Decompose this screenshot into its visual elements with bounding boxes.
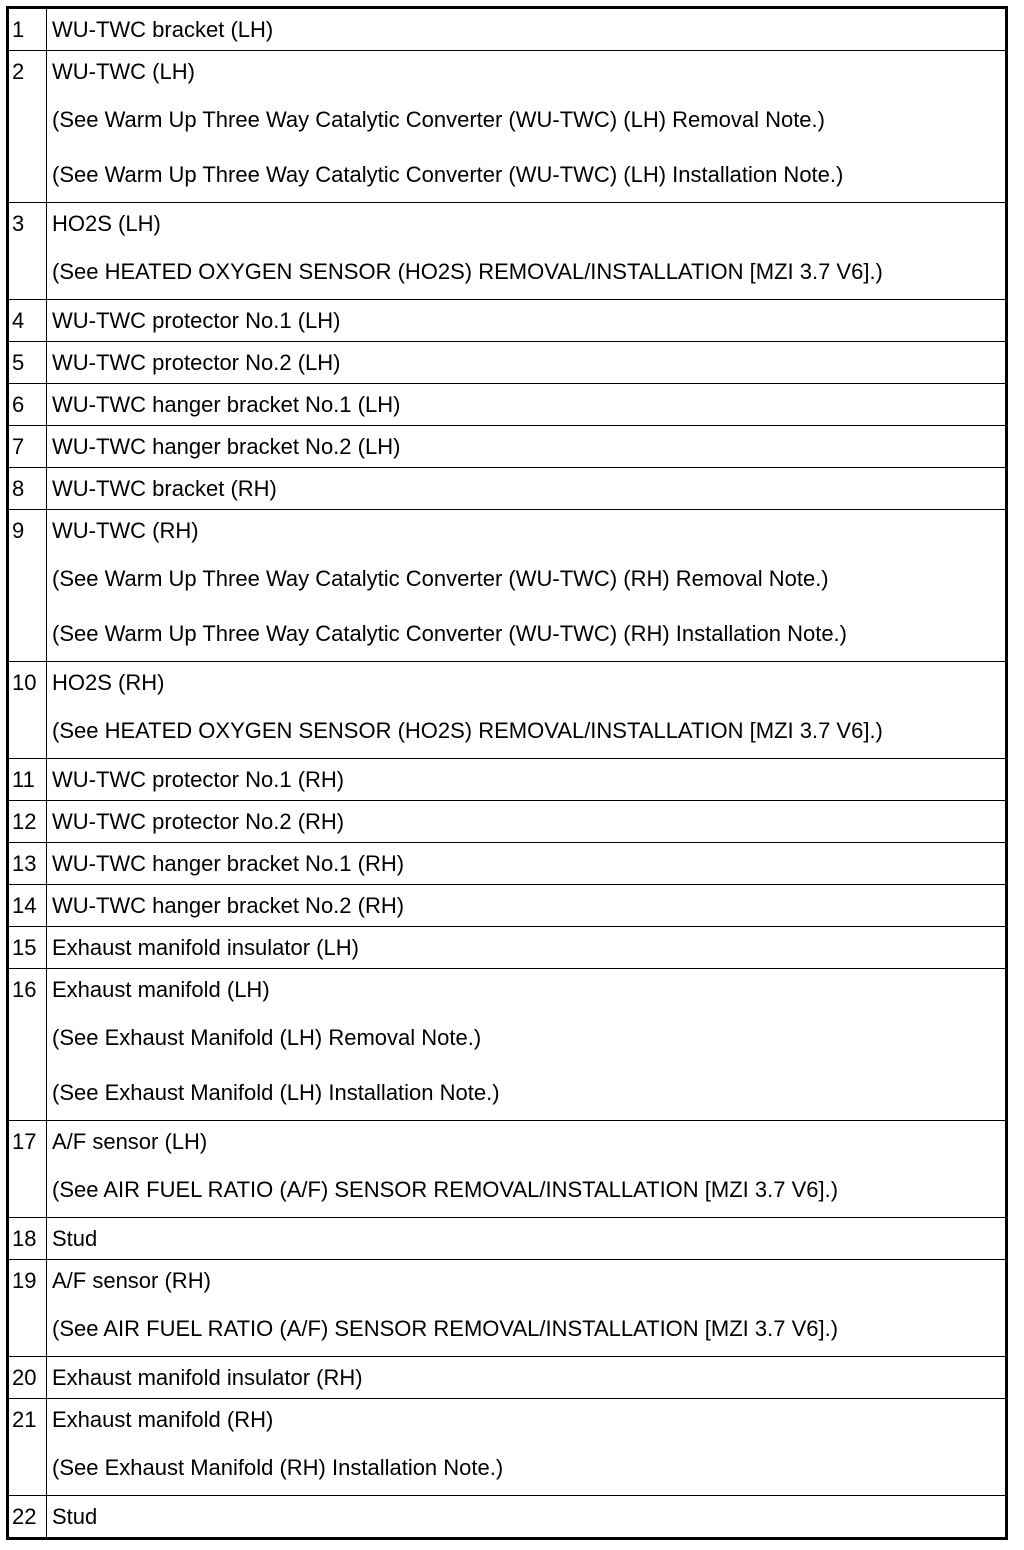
part-number: 11 [12,767,35,792]
table-row [8,1357,1007,1399]
part-number: 3 [12,211,25,236]
part-number-cell [8,662,47,759]
part-reference-note: (See HEATED OXYGEN SENSOR (HO2S) REMOVAL/INSTALLATION [MZI 3.7 V6].) [52,259,883,284]
part-number-cell [8,1496,47,1539]
part-name: WU-TWC hanger bracket No.1 (RH) [52,851,405,876]
part-number-cell [8,300,47,342]
part-number-cell [8,843,47,885]
part-name: WU-TWC protector No.1 (RH) [52,767,345,792]
part-number: 5 [12,350,25,375]
part-number: 18 [12,1226,37,1251]
part-number: 13 [12,851,37,876]
part-number: 12 [12,809,37,834]
part-description-cell [47,969,1007,1121]
part-number: 9 [12,518,25,543]
part-name: WU-TWC protector No.2 (RH) [52,809,345,834]
parts-table [6,6,1008,1540]
part-number-cell [8,927,47,969]
table-row [8,1121,1007,1218]
part-name: Exhaust manifold (RH) [52,1407,274,1432]
table-row [8,1218,1007,1260]
part-reference-note: (See Exhaust Manifold (LH) Removal Note.) [52,1025,482,1050]
part-name: A/F sensor (RH) [52,1268,211,1293]
table-row [8,885,1007,927]
part-description-cell [47,1121,1007,1218]
table-row [8,969,1007,1121]
part-description-cell [47,927,1007,969]
part-reference-note: (See Warm Up Three Way Catalytic Converter (WU-TWC) (LH) Removal Note.) [52,107,825,132]
part-description-cell [47,1496,1007,1539]
table-row [8,927,1007,969]
part-description-cell [47,1399,1007,1496]
part-description-cell [47,801,1007,843]
part-name: WU-TWC (RH) [52,518,199,543]
part-name: HO2S (LH) [52,211,161,236]
table-row [8,510,1007,662]
table-row [8,1496,1007,1539]
part-name: Stud [52,1226,98,1251]
table-row [8,342,1007,384]
part-name: Exhaust manifold insulator (LH) [52,935,359,960]
table-row [8,51,1007,203]
part-number-cell [8,759,47,801]
part-reference-note: (See Warm Up Three Way Catalytic Converter (WU-TWC) (LH) Installation Note.) [52,162,844,187]
part-number-cell [8,468,47,510]
part-number: 2 [12,59,25,84]
part-number-cell [8,969,47,1121]
part-name: WU-TWC hanger bracket No.1 (LH) [52,392,401,417]
part-number-cell [8,1260,47,1357]
part-reference-note: (See HEATED OXYGEN SENSOR (HO2S) REMOVAL/INSTALLATION [MZI 3.7 V6].) [52,718,883,743]
part-number-cell [8,8,47,51]
part-name: WU-TWC (LH) [52,59,195,84]
part-name: WU-TWC protector No.1 (LH) [52,308,341,333]
part-name: Exhaust manifold insulator (RH) [52,1365,363,1390]
part-description-cell [47,843,1007,885]
parts-table-body [8,8,1007,1539]
part-number-cell [8,1357,47,1399]
part-description-cell [47,759,1007,801]
part-number-cell [8,801,47,843]
part-description-cell [47,300,1007,342]
part-number: 14 [12,893,37,918]
table-row [8,426,1007,468]
part-description-cell [47,203,1007,300]
part-name: WU-TWC bracket (LH) [52,17,274,42]
part-number: 17 [12,1129,37,1154]
part-number-cell [8,1218,47,1260]
part-description-cell [47,885,1007,927]
part-description-cell [47,662,1007,759]
part-description-cell [47,342,1007,384]
part-number-cell [8,51,47,203]
part-name: Stud [52,1504,98,1529]
part-number: 19 [12,1268,37,1293]
part-name: WU-TWC bracket (RH) [52,476,277,501]
part-number-cell [8,342,47,384]
part-name: A/F sensor (LH) [52,1129,208,1154]
part-number: 21 [12,1407,37,1432]
part-name: WU-TWC hanger bracket No.2 (RH) [52,893,405,918]
part-number: 22 [12,1504,37,1529]
part-description-cell [47,1260,1007,1357]
table-row [8,1260,1007,1357]
part-description-cell [47,510,1007,662]
part-reference-note: (See Warm Up Three Way Catalytic Converter (WU-TWC) (RH) Removal Note.) [52,566,829,591]
part-number-cell [8,203,47,300]
table-row [8,759,1007,801]
part-name: Exhaust manifold (LH) [52,977,270,1002]
part-description-cell [47,468,1007,510]
part-number-cell [8,426,47,468]
table-row [8,384,1007,426]
part-number: 7 [12,434,25,459]
part-number-cell [8,384,47,426]
part-number-cell [8,1121,47,1218]
part-reference-note: (See AIR FUEL RATIO (A/F) SENSOR REMOVAL/INSTALLATION [MZI 3.7 V6].) [52,1177,839,1202]
table-row [8,662,1007,759]
part-number: 8 [12,476,25,501]
part-name: WU-TWC hanger bracket No.2 (LH) [52,434,401,459]
part-number: 10 [12,670,37,695]
part-number-cell [8,1399,47,1496]
part-name: WU-TWC protector No.2 (LH) [52,350,341,375]
part-reference-note: (See Warm Up Three Way Catalytic Converter (WU-TWC) (RH) Installation Note.) [52,621,847,646]
part-number-cell [8,885,47,927]
part-number: 1 [12,17,25,42]
part-description-cell [47,384,1007,426]
table-row [8,203,1007,300]
part-description-cell [47,1357,1007,1399]
part-number: 16 [12,977,37,1002]
part-reference-note: (See Exhaust Manifold (LH) Installation Note.) [52,1080,500,1105]
part-description-cell [47,51,1007,203]
table-row [8,1399,1007,1496]
part-reference-note: (See Exhaust Manifold (RH) Installation Note.) [52,1455,504,1480]
table-row [8,801,1007,843]
part-number: 15 [12,935,37,960]
part-number: 4 [12,308,25,333]
table-row [8,8,1007,51]
part-name: HO2S (RH) [52,670,165,695]
part-description-cell [47,8,1007,51]
part-description-cell [47,426,1007,468]
part-number: 20 [12,1365,37,1390]
part-reference-note: (See AIR FUEL RATIO (A/F) SENSOR REMOVAL/INSTALLATION [MZI 3.7 V6].) [52,1316,839,1341]
part-number: 6 [12,392,25,417]
part-number-cell [8,510,47,662]
table-row [8,300,1007,342]
table-row [8,468,1007,510]
part-description-cell [47,1218,1007,1260]
table-row [8,843,1007,885]
